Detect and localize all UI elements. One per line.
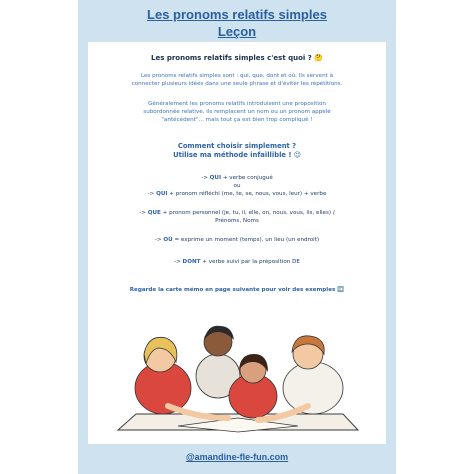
students-illustration bbox=[108, 318, 366, 438]
lesson-page bbox=[78, 0, 396, 474]
general-line-1: Généralement les pronoms relatifs introduisent une proposition bbox=[148, 101, 326, 107]
rule-arrow: -> bbox=[201, 175, 210, 181]
section-heading: Les pronoms relatifs simples c'est quoi ? 🤔 bbox=[151, 54, 323, 62]
rule-que bbox=[94, 209, 380, 217]
rule-keyword: DONT bbox=[182, 259, 201, 265]
rule-arrow: -> bbox=[139, 210, 148, 216]
footer-website: @amandine-fle-fun.com bbox=[185, 452, 289, 462]
rule-arrow: -> bbox=[154, 237, 164, 243]
rule-keyword: QUE bbox=[147, 210, 161, 216]
rule-arrow: -> bbox=[147, 191, 157, 197]
lesson-card bbox=[88, 42, 386, 444]
rule-separator: ou bbox=[233, 183, 241, 189]
rule-keyword: OÙ bbox=[163, 237, 173, 243]
rule-keyword: QUI bbox=[209, 175, 222, 181]
rule-text: + pronom personnel (je, tu, il, elle, on, nous, vous, ils, elles) / bbox=[160, 210, 335, 216]
student-right-body bbox=[283, 362, 343, 414]
rule-text: + pronom réfléchi (me, te, se, nous, vous, leur) + verbe bbox=[167, 191, 327, 197]
rule-qui-reflexive bbox=[94, 190, 380, 198]
page-subtitle: Leçon bbox=[217, 24, 257, 39]
rule-que-continued: Prénoms, Noms bbox=[215, 218, 259, 224]
rule-keyword: QUI bbox=[156, 191, 168, 197]
next-page-note: Regarde la carte mémo en page suivante pour voir des exemples ➡️ bbox=[129, 287, 345, 293]
rule-text: + verbe conjugué bbox=[221, 175, 273, 181]
general-line-3: "antécédent"... mais tout ça est bien trop compliqué ! bbox=[161, 117, 313, 123]
rule-arrow: -> bbox=[174, 259, 183, 265]
rule-dont bbox=[94, 258, 380, 266]
rule-qui bbox=[94, 174, 380, 182]
method-heading-1: Comment choisir simplement ? bbox=[177, 142, 297, 150]
intro-line-2: connecter plusieurs idées dans une seule phrase et d'éviter les répétitions. bbox=[131, 81, 343, 87]
intro-line-1: Les pronoms relatifs simples sont : qui, que, dont et où. Ils servent à bbox=[140, 73, 334, 79]
rule-text: = exprime un moment (temps), un lieu (un endroit) bbox=[172, 237, 320, 243]
rule-ou bbox=[94, 236, 380, 244]
method-heading-2: Utilise ma méthode infaillible ! 😉 bbox=[173, 151, 301, 159]
general-line-2: subordonnée relative, ils remplacent un nom ou un pronom appelé bbox=[143, 109, 331, 115]
page-title: Les pronoms relatifs simples bbox=[147, 7, 327, 22]
rule-text: + verbe suivi par la préposition DE bbox=[200, 259, 300, 265]
